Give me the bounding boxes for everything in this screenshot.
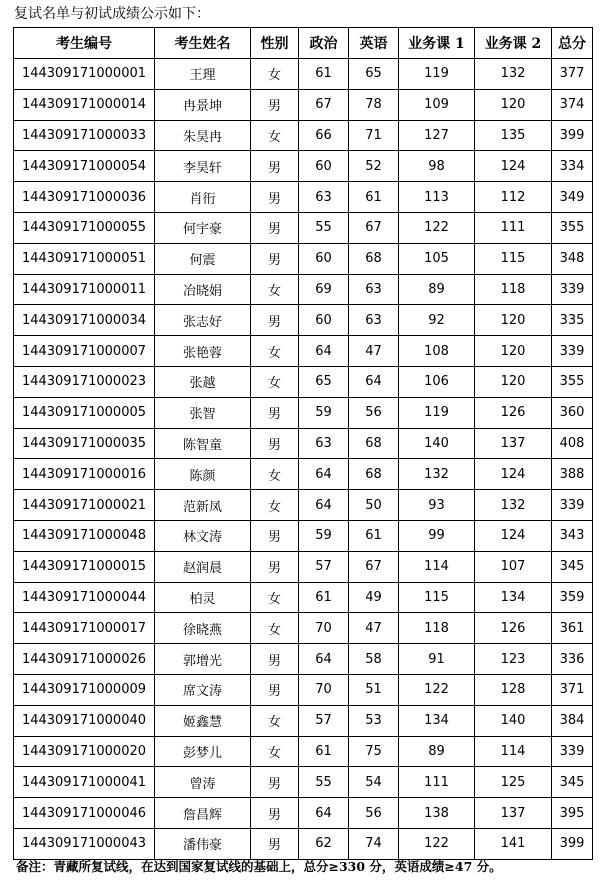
politics-cell: 57 <box>299 551 349 582</box>
total-cell: 388 <box>552 459 593 490</box>
table-row <box>14 459 593 490</box>
english-cell: 49 <box>349 582 399 613</box>
name-cell: 赵润晨 <box>155 551 251 582</box>
english-cell: 63 <box>349 274 399 305</box>
english-cell: 75 <box>349 736 399 767</box>
name-cell: 曾涛 <box>155 767 251 798</box>
course-1-cell: 91 <box>399 644 475 675</box>
total-cell: 349 <box>552 182 593 213</box>
table-row <box>14 397 593 428</box>
name-cell: 詹昌辉 <box>155 798 251 829</box>
table-row <box>14 212 593 243</box>
course-2-cell: 124 <box>475 151 552 182</box>
exam-id-cell: 144309171000023 <box>14 366 155 397</box>
gender-cell: 女 <box>251 459 299 490</box>
course-1-cell: 111 <box>399 767 475 798</box>
course-2-cell: 114 <box>475 736 552 767</box>
total-cell: 377 <box>552 59 593 90</box>
english-cell: 61 <box>349 520 399 551</box>
exam-id-cell: 144309171000005 <box>14 397 155 428</box>
course-2-cell: 124 <box>475 459 552 490</box>
name-cell: 何宇豪 <box>155 212 251 243</box>
name-cell: 姬鑫慧 <box>155 705 251 736</box>
course-2-cell: 137 <box>475 798 552 829</box>
name-cell: 徐晓燕 <box>155 613 251 644</box>
course-2-cell: 132 <box>475 490 552 521</box>
exam-id-cell: 144309171000051 <box>14 243 155 274</box>
course-2-cell: 112 <box>475 182 552 213</box>
course-2-cell: 126 <box>475 613 552 644</box>
total-cell: 335 <box>552 305 593 336</box>
english-cell: 64 <box>349 366 399 397</box>
politics-cell: 70 <box>299 674 349 705</box>
politics-cell: 62 <box>299 828 349 859</box>
exam-id-cell: 144309171000017 <box>14 613 155 644</box>
exam-id-cell: 144309171000041 <box>14 767 155 798</box>
exam-id-cell: 144309171000044 <box>14 582 155 613</box>
total-cell: 361 <box>552 613 593 644</box>
exam-id-cell: 144309171000046 <box>14 798 155 829</box>
total-cell: 339 <box>552 736 593 767</box>
name-cell: 张艳蓉 <box>155 336 251 367</box>
course-1-cell: 114 <box>399 551 475 582</box>
table-row <box>14 520 593 551</box>
course-2-cell: 120 <box>475 366 552 397</box>
exam-id-cell: 144309171000040 <box>14 705 155 736</box>
exam-id-cell: 144309171000011 <box>14 274 155 305</box>
english-cell: 53 <box>349 705 399 736</box>
course-1-cell: 98 <box>399 151 475 182</box>
table-header <box>14 28 593 59</box>
total-cell: 355 <box>552 212 593 243</box>
name-cell: 张越 <box>155 366 251 397</box>
course-2-cell: 141 <box>475 828 552 859</box>
total-cell: 348 <box>552 243 593 274</box>
exam-id-cell: 144309171000035 <box>14 428 155 459</box>
exam-id-cell: 144309171000034 <box>14 305 155 336</box>
gender-cell: 男 <box>251 674 299 705</box>
table-body <box>14 59 593 860</box>
course-2-cell: 134 <box>475 582 552 613</box>
table-row <box>14 674 593 705</box>
course-1-cell: 93 <box>399 490 475 521</box>
exam-id-cell: 144309171000033 <box>14 120 155 151</box>
course-1-cell: 99 <box>399 520 475 551</box>
name-cell: 柏灵 <box>155 582 251 613</box>
name-cell: 潘伟豪 <box>155 828 251 859</box>
exam-id-cell: 144309171000001 <box>14 59 155 90</box>
politics-cell: 55 <box>299 767 349 798</box>
table-row <box>14 582 593 613</box>
total-cell: 395 <box>552 798 593 829</box>
politics-cell: 64 <box>299 336 349 367</box>
header-name: 考生姓名 <box>155 28 251 59</box>
politics-cell: 60 <box>299 151 349 182</box>
total-cell: 339 <box>552 336 593 367</box>
total-cell: 371 <box>552 674 593 705</box>
header-english: 英语 <box>349 28 399 59</box>
course-2-cell: 140 <box>475 705 552 736</box>
gender-cell: 男 <box>251 520 299 551</box>
course-1-cell: 134 <box>399 705 475 736</box>
exam-id-cell: 144309171000014 <box>14 89 155 120</box>
english-cell: 47 <box>349 613 399 644</box>
total-cell: 336 <box>552 644 593 675</box>
english-cell: 51 <box>349 674 399 705</box>
english-cell: 63 <box>349 305 399 336</box>
exam-id-cell: 144309171000009 <box>14 674 155 705</box>
politics-cell: 59 <box>299 397 349 428</box>
name-cell: 彭梦儿 <box>155 736 251 767</box>
table-row <box>14 366 593 397</box>
course-1-cell: 118 <box>399 613 475 644</box>
course-2-cell: 111 <box>475 212 552 243</box>
course-1-cell: 92 <box>399 305 475 336</box>
course-1-cell: 122 <box>399 674 475 705</box>
course-1-cell: 119 <box>399 397 475 428</box>
exam-id-cell: 144309171000055 <box>14 212 155 243</box>
english-cell: 52 <box>349 151 399 182</box>
name-cell: 席文涛 <box>155 674 251 705</box>
gender-cell: 女 <box>251 366 299 397</box>
gender-cell: 女 <box>251 59 299 90</box>
exam-id-cell: 144309171000020 <box>14 736 155 767</box>
gender-cell: 女 <box>251 582 299 613</box>
gender-cell: 男 <box>251 798 299 829</box>
course-1-cell: 89 <box>399 736 475 767</box>
total-cell: 334 <box>552 151 593 182</box>
header-row <box>14 28 593 59</box>
gender-cell: 男 <box>251 551 299 582</box>
course-2-cell: 128 <box>475 674 552 705</box>
course-1-cell: 106 <box>399 366 475 397</box>
total-cell: 399 <box>552 828 593 859</box>
course-1-cell: 138 <box>399 798 475 829</box>
politics-cell: 55 <box>299 212 349 243</box>
politics-cell: 59 <box>299 520 349 551</box>
header-gender: 性别 <box>251 28 299 59</box>
total-cell: 384 <box>552 705 593 736</box>
politics-cell: 69 <box>299 274 349 305</box>
gender-cell: 男 <box>251 182 299 213</box>
gender-cell: 男 <box>251 644 299 675</box>
politics-cell: 64 <box>299 798 349 829</box>
course-1-cell: 122 <box>399 828 475 859</box>
table-row <box>14 120 593 151</box>
course-2-cell: 120 <box>475 89 552 120</box>
politics-cell: 60 <box>299 243 349 274</box>
name-cell: 张智 <box>155 397 251 428</box>
gender-cell: 女 <box>251 613 299 644</box>
table-row <box>14 767 593 798</box>
name-cell: 肖衎 <box>155 182 251 213</box>
total-cell: 339 <box>552 490 593 521</box>
total-cell: 359 <box>552 582 593 613</box>
header-course-1: 业务课 1 <box>399 28 475 59</box>
name-cell: 朱昊冉 <box>155 120 251 151</box>
politics-cell: 64 <box>299 490 349 521</box>
course-1-cell: 109 <box>399 89 475 120</box>
course-1-cell: 119 <box>399 59 475 90</box>
course-1-cell: 132 <box>399 459 475 490</box>
english-cell: 50 <box>349 490 399 521</box>
exam-id-cell: 144309171000016 <box>14 459 155 490</box>
footnote: 备注：青藏所复试线，在达到国家复试线的基础上，总分≥330 分，英语成绩≥47 分。 <box>16 859 502 874</box>
english-cell: 65 <box>349 59 399 90</box>
exam-id-cell: 144309171000021 <box>14 490 155 521</box>
table-row <box>14 828 593 859</box>
gender-cell: 女 <box>251 120 299 151</box>
total-cell: 408 <box>552 428 593 459</box>
name-cell: 冶晓娟 <box>155 274 251 305</box>
gender-cell: 男 <box>251 767 299 798</box>
course-1-cell: 105 <box>399 243 475 274</box>
exam-id-cell: 144309171000048 <box>14 520 155 551</box>
total-cell: 355 <box>552 366 593 397</box>
gender-cell: 男 <box>251 243 299 274</box>
politics-cell: 61 <box>299 59 349 90</box>
course-2-cell: 107 <box>475 551 552 582</box>
total-cell: 345 <box>552 551 593 582</box>
course-2-cell: 124 <box>475 520 552 551</box>
header-politics: 政治 <box>299 28 349 59</box>
table-row <box>14 336 593 367</box>
politics-cell: 64 <box>299 644 349 675</box>
english-cell: 58 <box>349 644 399 675</box>
table-row <box>14 613 593 644</box>
politics-cell: 65 <box>299 366 349 397</box>
table-row <box>14 490 593 521</box>
name-cell: 张志好 <box>155 305 251 336</box>
politics-cell: 61 <box>299 736 349 767</box>
table-row <box>14 736 593 767</box>
table-row <box>14 274 593 305</box>
table-row <box>14 428 593 459</box>
gender-cell: 女 <box>251 336 299 367</box>
course-1-cell: 115 <box>399 582 475 613</box>
table-row <box>14 644 593 675</box>
course-2-cell: 120 <box>475 336 552 367</box>
english-cell: 56 <box>349 397 399 428</box>
exam-id-cell: 144309171000026 <box>14 644 155 675</box>
politics-cell: 66 <box>299 120 349 151</box>
english-cell: 78 <box>349 89 399 120</box>
english-cell: 68 <box>349 459 399 490</box>
name-cell: 冉景坤 <box>155 89 251 120</box>
gender-cell: 男 <box>251 212 299 243</box>
course-2-cell: 115 <box>475 243 552 274</box>
gender-cell: 女 <box>251 274 299 305</box>
table-row <box>14 551 593 582</box>
gender-cell: 男 <box>251 89 299 120</box>
gender-cell: 男 <box>251 828 299 859</box>
table-row <box>14 182 593 213</box>
gender-cell: 女 <box>251 490 299 521</box>
table-row <box>14 59 593 90</box>
table-row <box>14 798 593 829</box>
english-cell: 47 <box>349 336 399 367</box>
course-1-cell: 122 <box>399 212 475 243</box>
header-total: 总分 <box>552 28 593 59</box>
english-cell: 74 <box>349 828 399 859</box>
english-cell: 54 <box>349 767 399 798</box>
course-1-cell: 89 <box>399 274 475 305</box>
gender-cell: 男 <box>251 428 299 459</box>
english-cell: 68 <box>349 243 399 274</box>
course-2-cell: 125 <box>475 767 552 798</box>
page-caption: 复试名单与初试成绩公示如下： <box>14 6 210 22</box>
course-2-cell: 118 <box>475 274 552 305</box>
table-row <box>14 89 593 120</box>
course-2-cell: 135 <box>475 120 552 151</box>
course-1-cell: 113 <box>399 182 475 213</box>
exam-id-cell: 144309171000054 <box>14 151 155 182</box>
exam-id-cell: 144309171000007 <box>14 336 155 367</box>
total-cell: 399 <box>552 120 593 151</box>
course-2-cell: 120 <box>475 305 552 336</box>
gender-cell: 女 <box>251 705 299 736</box>
score-table <box>13 27 593 860</box>
course-1-cell: 108 <box>399 336 475 367</box>
politics-cell: 64 <box>299 459 349 490</box>
politics-cell: 70 <box>299 613 349 644</box>
name-cell: 王理 <box>155 59 251 90</box>
english-cell: 61 <box>349 182 399 213</box>
course-2-cell: 137 <box>475 428 552 459</box>
gender-cell: 男 <box>251 151 299 182</box>
name-cell: 郭增光 <box>155 644 251 675</box>
header-exam-id: 考生编号 <box>14 28 155 59</box>
exam-id-cell: 144309171000036 <box>14 182 155 213</box>
total-cell: 360 <box>552 397 593 428</box>
exam-id-cell: 144309171000043 <box>14 828 155 859</box>
table-row <box>14 243 593 274</box>
course-1-cell: 127 <box>399 120 475 151</box>
header-course-2: 业务课 2 <box>475 28 552 59</box>
total-cell: 343 <box>552 520 593 551</box>
politics-cell: 61 <box>299 582 349 613</box>
english-cell: 56 <box>349 798 399 829</box>
politics-cell: 63 <box>299 428 349 459</box>
total-cell: 345 <box>552 767 593 798</box>
course-2-cell: 126 <box>475 397 552 428</box>
table-row <box>14 151 593 182</box>
total-cell: 374 <box>552 89 593 120</box>
name-cell: 李昊轩 <box>155 151 251 182</box>
english-cell: 68 <box>349 428 399 459</box>
total-cell: 339 <box>552 274 593 305</box>
name-cell: 范新凤 <box>155 490 251 521</box>
gender-cell: 男 <box>251 305 299 336</box>
name-cell: 林文涛 <box>155 520 251 551</box>
gender-cell: 女 <box>251 736 299 767</box>
table-row <box>14 705 593 736</box>
table-row <box>14 305 593 336</box>
course-1-cell: 140 <box>399 428 475 459</box>
name-cell: 何震 <box>155 243 251 274</box>
course-2-cell: 123 <box>475 644 552 675</box>
politics-cell: 57 <box>299 705 349 736</box>
politics-cell: 60 <box>299 305 349 336</box>
english-cell: 71 <box>349 120 399 151</box>
english-cell: 67 <box>349 212 399 243</box>
gender-cell: 男 <box>251 397 299 428</box>
name-cell: 陈智童 <box>155 428 251 459</box>
politics-cell: 67 <box>299 89 349 120</box>
politics-cell: 63 <box>299 182 349 213</box>
course-2-cell: 132 <box>475 59 552 90</box>
exam-id-cell: 144309171000015 <box>14 551 155 582</box>
english-cell: 67 <box>349 551 399 582</box>
name-cell: 陈颜 <box>155 459 251 490</box>
